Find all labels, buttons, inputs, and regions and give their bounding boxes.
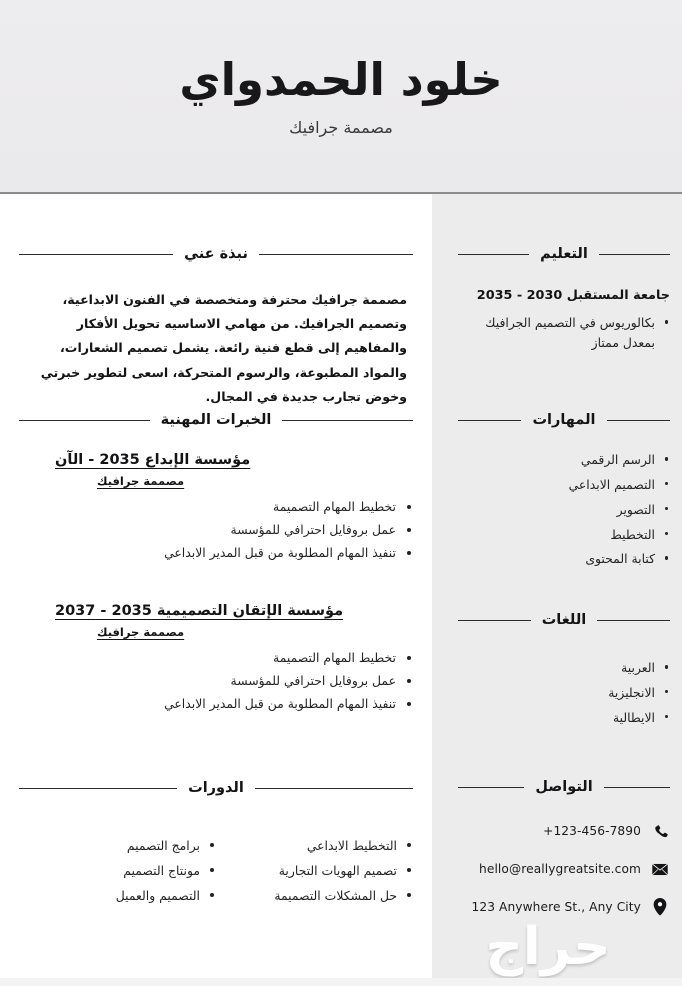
heading-rule-end bbox=[458, 254, 529, 255]
section-heading-courses bbox=[19, 780, 413, 796]
list-item: تخطيط المهام التصميمة bbox=[19, 497, 413, 517]
heading-rule-end bbox=[19, 254, 173, 255]
watermark-text: حراج bbox=[485, 918, 611, 977]
email-icon bbox=[652, 860, 668, 878]
courses-grid bbox=[19, 836, 413, 912]
contact-list bbox=[458, 822, 670, 916]
experience-duties bbox=[19, 648, 413, 714]
list-item: بكالوريوس في التصميم الجرافيك بمعدل ممتاز bbox=[458, 313, 670, 353]
header-subtitle: مصممة جرافيك bbox=[289, 117, 393, 137]
section-heading-about bbox=[19, 246, 413, 262]
heading-rule-end bbox=[458, 620, 531, 621]
list-item: الانجليزية bbox=[458, 683, 670, 703]
section-title-experience: الخبرات المهنية bbox=[160, 412, 272, 428]
skills-list bbox=[458, 450, 670, 569]
section-title-languages: اللغات bbox=[541, 612, 587, 628]
phone-icon bbox=[652, 822, 668, 840]
section-education bbox=[458, 246, 670, 355]
section-title-skills: المهارات bbox=[532, 412, 596, 428]
resume-header bbox=[0, 0, 682, 193]
main-column bbox=[0, 194, 432, 986]
education-entry bbox=[458, 288, 670, 353]
about-paragraph: مصممة جرافيك محترفة ومتخصصة في الفنون الابداعية، وتصميم الجرافيك. من مهامي الاساسيه تحويل الأفكار والمفاهيم إلى قطع فنية رائعة. يشمل تصميم الشعارات، والمواد المطبوعة، والرسوم المتحركة، اسعى لتطوير خبرتي وخوض تجارب جديدة في المجال. bbox=[40, 292, 407, 404]
section-contact bbox=[458, 779, 670, 936]
list-item: الايطالية bbox=[458, 708, 670, 728]
contact-row-address[interactable] bbox=[458, 898, 670, 916]
contact-address-value: 123 Anywhere St., Any City bbox=[471, 900, 641, 914]
list-item: حل المشكلات التصميمة bbox=[216, 886, 413, 905]
heading-rule-start bbox=[282, 420, 413, 421]
list-item: التصميم الابداعي bbox=[458, 475, 670, 495]
contact-phone-value: +123-456-7890 bbox=[543, 824, 641, 838]
list-item: تخطيط المهام التصميمة bbox=[19, 648, 413, 668]
education-details bbox=[458, 313, 670, 353]
heading-rule-start bbox=[255, 788, 413, 789]
heading-rule-end bbox=[19, 788, 177, 789]
section-about bbox=[19, 246, 413, 409]
resume-body bbox=[0, 194, 682, 986]
courses-column-left bbox=[19, 836, 216, 912]
list-item: الرسم الرقمي bbox=[458, 450, 670, 470]
section-courses bbox=[19, 780, 413, 912]
list-item: التخطيط الابداعي bbox=[216, 836, 413, 855]
heading-rule-start bbox=[597, 620, 670, 621]
courses-column-right bbox=[216, 836, 413, 912]
list-item: العربية bbox=[458, 658, 670, 678]
list-item: التصوير bbox=[458, 500, 670, 520]
heading-rule-end bbox=[19, 420, 150, 421]
heading-rule-start bbox=[599, 254, 670, 255]
heading-rule-end bbox=[458, 420, 521, 421]
section-heading-education bbox=[458, 246, 670, 262]
section-heading-contact bbox=[458, 779, 670, 795]
section-heading-experience bbox=[19, 412, 413, 428]
list-item: التصميم والعميل bbox=[19, 886, 216, 905]
section-experience bbox=[19, 412, 413, 718]
contact-email-value: hello@reallygreatsite.com bbox=[479, 862, 641, 876]
experience-entry bbox=[19, 603, 413, 714]
experience-duties bbox=[19, 497, 413, 563]
experience-role: مصممة جرافيك bbox=[97, 625, 185, 640]
list-item: برامج التصميم bbox=[19, 836, 216, 855]
list-item: تنفيذ المهام المطلوبة من قبل المدير الابداعي bbox=[19, 543, 413, 563]
courses-list bbox=[216, 836, 413, 906]
section-title-contact: التواصل bbox=[535, 779, 593, 795]
experience-company: مؤسسة الإبداع 2035 - الآن bbox=[55, 452, 251, 468]
experience-role: مصممة جرافيك bbox=[97, 474, 185, 488]
contact-row-phone[interactable] bbox=[458, 822, 670, 840]
experience-entry bbox=[19, 452, 413, 563]
section-heading-skills bbox=[458, 412, 670, 428]
list-item: تصميم الهويات التجارية bbox=[216, 861, 413, 880]
education-school: جامعة المستقبل 2030 - 2035 bbox=[476, 288, 670, 303]
section-title-about: نبذة عني bbox=[184, 246, 248, 262]
section-title-courses: الدورات bbox=[188, 780, 244, 796]
experience-company: مؤسسة الإتقان التصميمية 2035 - 2037 bbox=[55, 603, 344, 620]
list-item: التخطيط bbox=[458, 525, 670, 545]
bottom-strip bbox=[0, 978, 682, 986]
languages-list bbox=[458, 658, 670, 728]
heading-rule-end bbox=[458, 787, 524, 788]
courses-list bbox=[19, 836, 216, 906]
page-title: خلود الحمدواي bbox=[179, 53, 503, 107]
list-item: عمل بروفايل احترافي للمؤسسة bbox=[19, 671, 413, 691]
section-heading-languages bbox=[458, 612, 670, 628]
section-title-education: التعليم bbox=[540, 246, 588, 262]
heading-rule-start bbox=[604, 787, 670, 788]
list-item: تنفيذ المهام المطلوبة من قبل المدير الابداعي bbox=[19, 694, 413, 714]
list-item: مونتاج التصميم bbox=[19, 861, 216, 880]
contact-row-email[interactable] bbox=[458, 860, 670, 878]
list-item: عمل بروفايل احترافي للمؤسسة bbox=[19, 520, 413, 540]
section-skills bbox=[458, 412, 670, 574]
list-item: كتابة المحتوى bbox=[458, 549, 670, 569]
heading-rule-start bbox=[607, 420, 670, 421]
section-languages bbox=[458, 612, 670, 733]
location-pin-icon bbox=[652, 898, 668, 916]
heading-rule-start bbox=[259, 254, 413, 255]
